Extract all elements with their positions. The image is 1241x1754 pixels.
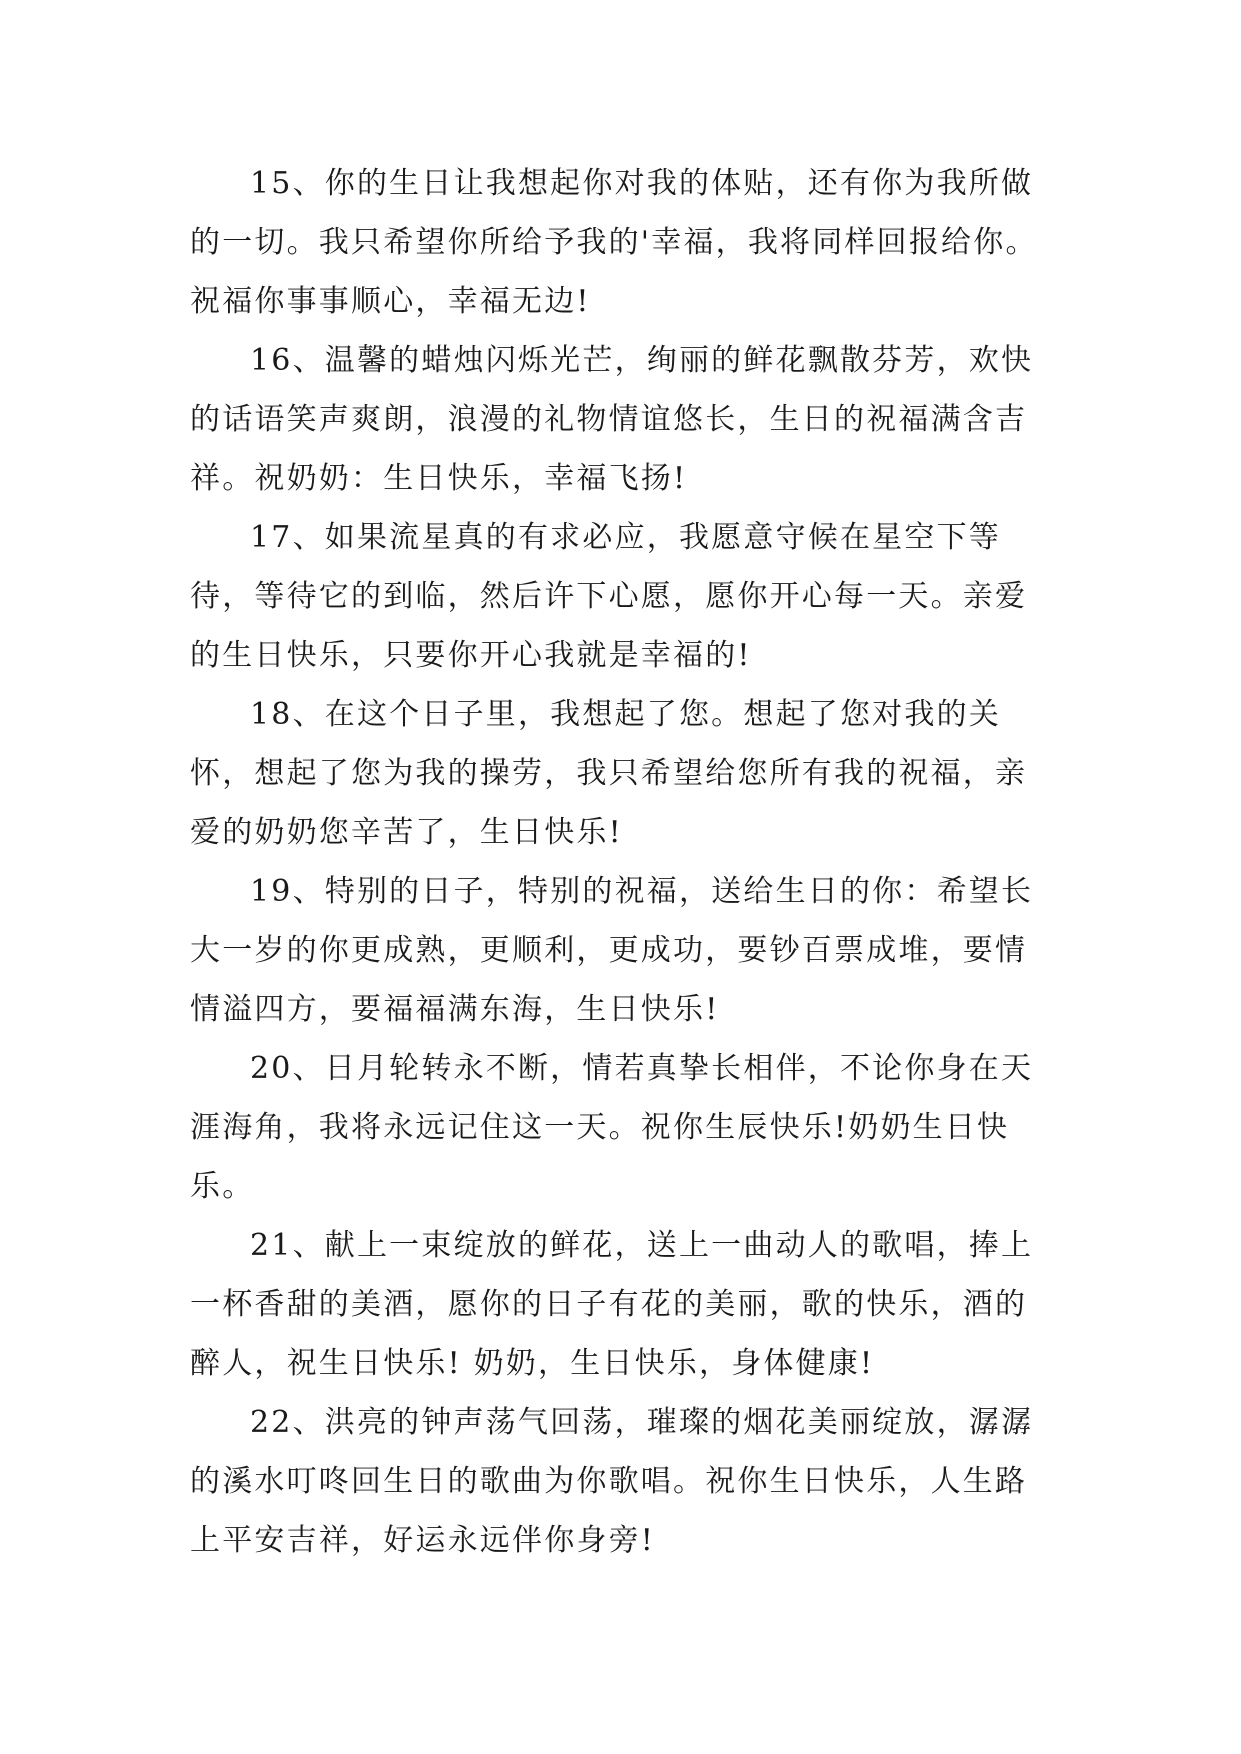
paragraph-18: 18、在这个日子里，我想起了您。想起了您对我的关怀，想起了您为我的操劳，我只希望给您所有我的祝福，亲爱的奶奶您辛苦了，生日快乐! xyxy=(190,697,1028,850)
paragraph-15: 15、你的生日让我想起你对我的体贴，还有你为我所做的一切。我只希望你所给予我的'幸福，我将同样回报给你。祝福你事事顺心，幸福无边! xyxy=(190,166,1038,319)
paragraph-17: 17、如果流星真的有求必应，我愿意守候在星空下等待，等待它的到临，然后许下心愿，愿你开心每一天。亲爱的生日快乐，只要你开心我就是幸福的! xyxy=(190,520,1028,673)
paragraph-20: 20、日月轮转永不断，情若真挚长相伴，不论你身在天涯海角，我将永远记住这一天。祝你生辰快乐!奶奶生日快乐。 xyxy=(190,1051,1034,1204)
paragraph-19: 19、特别的日子，特别的祝福，送给生日的你：希望长大一岁的你更成熟，更顺利，更成功，要钞百票成堆，要情情溢四方，要福福满东海，生日快乐! xyxy=(190,874,1034,1027)
document-body xyxy=(190,154,1056,1570)
paragraph-22: 22、洪亮的钟声荡气回荡，璀璨的烟花美丽绽放，潺潺的溪水叮咚回生日的歌曲为你歌唱。祝你生日快乐，人生路上平安吉祥，好运永远伴你身旁! xyxy=(190,1405,1034,1558)
paragraph-16: 16、温馨的蜡烛闪烁光芒，绚丽的鲜花飘散芬芳，欢快的话语笑声爽朗，浪漫的礼物情谊悠长，生日的祝福满含吉祥。祝奶奶：生日快乐，幸福飞扬! xyxy=(190,343,1034,496)
paragraph-21: 21、献上一束绽放的鲜花，送上一曲动人的歌唱，捧上一杯香甜的美酒，愿你的日子有花的美丽，歌的快乐，酒的醉人，祝生日快乐! 奶奶，生日快乐，身体健康! xyxy=(190,1228,1034,1381)
